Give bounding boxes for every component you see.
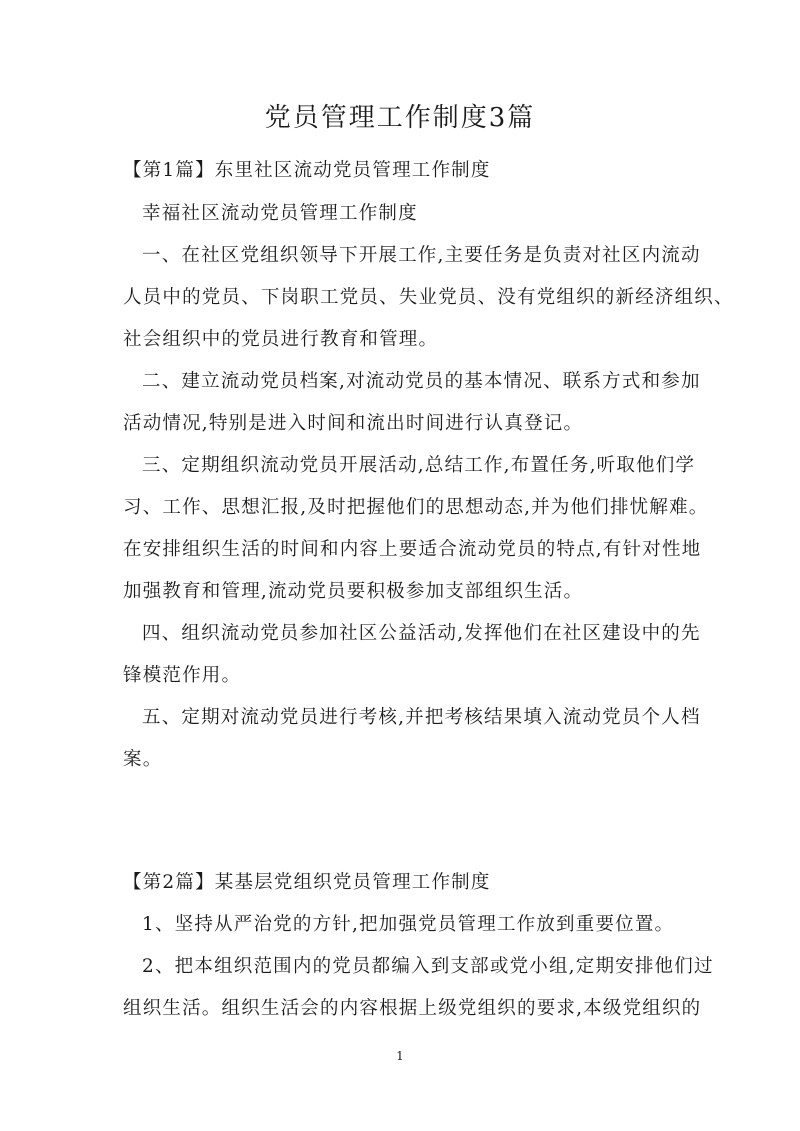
paragraph-line: 案。: [123, 749, 163, 770]
paragraph-line: 二、建立流动党员档案,对流动党员的基本情况、联系方式和参加: [142, 371, 701, 392]
paragraph-line: 2、把本组织范围内的党员都编入到支部或党小组,定期安排他们过: [142, 956, 714, 977]
paragraph-line: 组织生活。组织生活会的内容根据上级党组织的要求,本级党组织的: [123, 998, 702, 1019]
document-title: 党员管理工作制度3篇: [264, 103, 536, 133]
paragraph-line: 加强教育和管理,流动党员要积极参加支部组织生活。: [123, 581, 584, 602]
page-number: 1: [396, 1049, 404, 1063]
paragraph-line: 1、坚持从严治党的方针,把加强党员管理工作放到重要位置。: [142, 914, 675, 935]
paragraph-line: 一、在社区党组织领导下开展工作,主要任务是负责对社区内流动: [142, 245, 701, 266]
section-heading-1: 【第1篇】东里社区流动党员管理工作制度: [123, 160, 491, 181]
paragraph-line: 四、组织流动党员参加社区公益活动,发挥他们在社区建设中的先: [142, 623, 701, 644]
paragraph-line: 五、定期对流动党员进行考核,并把考核结果填入流动党员个人档: [142, 707, 701, 728]
section-heading-2: 【第2篇】某基层党组织党员管理工作制度: [123, 872, 491, 893]
paragraph-line: 三、定期组织流动党员开展活动,总结工作,布置任务,听取他们学: [142, 455, 696, 476]
paragraph-line: 习、工作、思想汇报,及时把握他们的思想动态,并为他们排忧解难。: [123, 497, 709, 518]
paragraph-subtitle: 幸福社区流动党员管理工作制度: [142, 203, 418, 224]
paragraph-line: 锋模范作用。: [123, 665, 242, 686]
paragraph-line: 活动情况,特别是进入时间和流出时间进行认真登记。: [123, 413, 584, 434]
paragraph-line: 在安排组织生活的时间和内容上要适合流动党员的特点,有针对性地: [123, 539, 702, 560]
paragraph-line: 人员中的党员、下岗职工党员、失业党员、没有党组织的新经济组织、: [123, 287, 734, 308]
paragraph-line: 社会组织中的党员进行教育和管理。: [123, 329, 439, 350]
